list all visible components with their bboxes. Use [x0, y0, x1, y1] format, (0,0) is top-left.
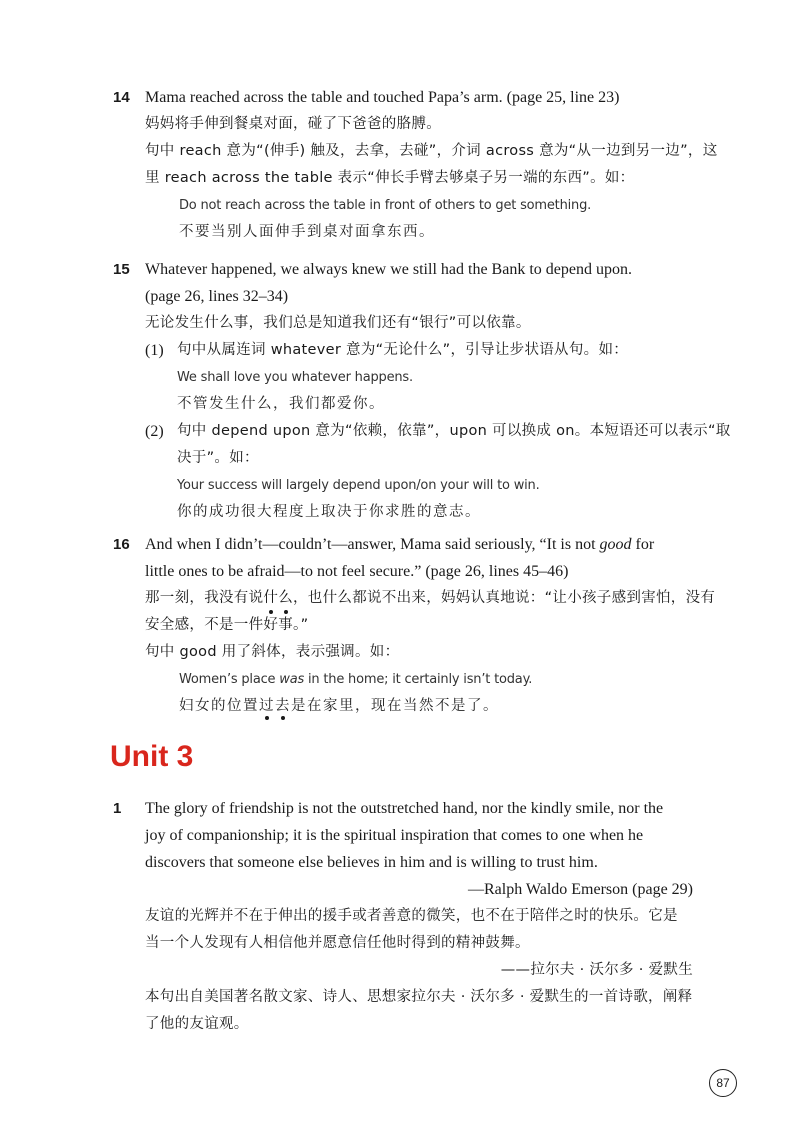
entry-english: discovers that someone else believes in him and is willing to trust him.	[145, 854, 598, 871]
entry-english: Mama reached across the table and touched Papa’s arm. (page 25, line 23)	[145, 89, 620, 106]
entry-translation: 妈妈将手伸到餐桌对面，碰了下爸爸的胳膊。	[145, 116, 441, 132]
entry-note-line: 里 reach across the table 表示“伸长手臂去够桌子另一端的东西”。如：	[145, 170, 635, 186]
entry-translation: 当一个人发现有人相信他并愿意信任他时得到的精神鼓舞。	[145, 935, 530, 951]
sub-point-number: (1)	[145, 342, 164, 359]
sub-point-number: (2)	[145, 423, 164, 440]
emphasis-char: 去	[275, 693, 291, 720]
example-translation: 不管发生什么，我们都爱你。	[177, 396, 385, 412]
entry-number: 16	[113, 536, 130, 553]
entry-translation: 友谊的光辉并不在于伸出的援手或者善意的微笑，也不在于陪伴之时的快乐。它是	[145, 908, 678, 924]
example-translation: 妇女的位置过去是在家里，现在当然不是了。	[179, 693, 693, 720]
entry-english-source: (page 26, lines 32–34)	[145, 288, 289, 305]
emphasis-char: 事	[278, 612, 293, 639]
example-english: Your success will largely depend upon/on your will to win.	[177, 478, 540, 493]
entry-number: 15	[113, 261, 130, 278]
attribution-english: —Ralph Waldo Emerson (page 29)	[467, 881, 693, 898]
example-english: Women’s place was in the home; it certainly isn’t today.	[179, 672, 533, 687]
example-translation: 不要当别人面伸手到桌对面拿东西。	[179, 224, 435, 240]
unit-heading: Unit 3	[110, 740, 194, 773]
entry-number: 14	[113, 89, 130, 106]
entry-translation: 安全感，不是一件好事。”	[145, 612, 693, 639]
emphasis-word: good	[599, 536, 632, 553]
entry-english: And when I didn’t—couldn’t—answer, Mama said seriously, “It is not good for	[145, 536, 655, 553]
attribution-chinese: ——拉尔夫 · 沃尔多 · 爱默生	[500, 962, 693, 978]
entry-english: joy of companionship; it is the spiritual inspiration that comes to one when he	[145, 827, 644, 844]
emphasis-char: 过	[259, 693, 275, 720]
sub-point-text: 句中 depend upon 意为“依赖，依靠”，upon 可以换成 on。本短语还可以表示“取	[177, 423, 731, 439]
emphasis-word: was	[279, 672, 305, 687]
entry-english: The glory of friendship is not the outstretched hand, nor the kindly smile, nor the	[145, 800, 664, 817]
entry-note-line: 本句出自美国著名散文家、诗人、思想家拉尔夫 · 沃尔多 · 爱默生的一首诗歌，阐释	[145, 989, 693, 1005]
entry-english: Whatever happened, we always knew we still had the Bank to depend upon.	[145, 261, 632, 278]
page-number: 87	[709, 1069, 737, 1097]
example-translation: 你的成功很大程度上取决于你求胜的意志。	[177, 504, 481, 520]
sub-point-1	[145, 337, 693, 418]
sub-point-2	[145, 418, 731, 526]
entry-translation: 无论发生什么事，我们总是知道我们还有“银行”可以依靠。	[145, 315, 531, 331]
emphasis-char: 好	[263, 612, 278, 639]
entry-14	[113, 84, 718, 246]
entry-number: 1	[113, 800, 122, 817]
example-english: We shall love you whatever happens.	[177, 370, 413, 385]
example-english: Do not reach across the table in front of others to get something.	[179, 198, 592, 213]
entry-note-line: 了他的友谊观。	[145, 1016, 249, 1032]
entry-15	[113, 256, 731, 526]
entry-16	[113, 531, 716, 720]
entry-note-line: 句中 reach 意为“(伸手) 触及，去拿，去碰”，介词 across 意为“从一边到另一边”，这	[145, 143, 718, 159]
entry-translation: 那一刻，我没有说什么，也什么都说不出来，妈妈认真地说：“让小孩子感到害怕，没有	[145, 590, 716, 606]
unit-entry-1	[113, 795, 693, 1038]
entry-english: little ones to be afraid—to not feel secure.” (page 26, lines 45–46)	[145, 563, 569, 580]
sub-point-text: 决于”。如：	[177, 450, 259, 466]
entry-note-line: 句中 good 用了斜体，表示强调。如：	[145, 644, 400, 660]
sub-point-text: 句中从属连词 whatever 意为“无论什么”，引导让步状语从句。如：	[177, 342, 629, 358]
